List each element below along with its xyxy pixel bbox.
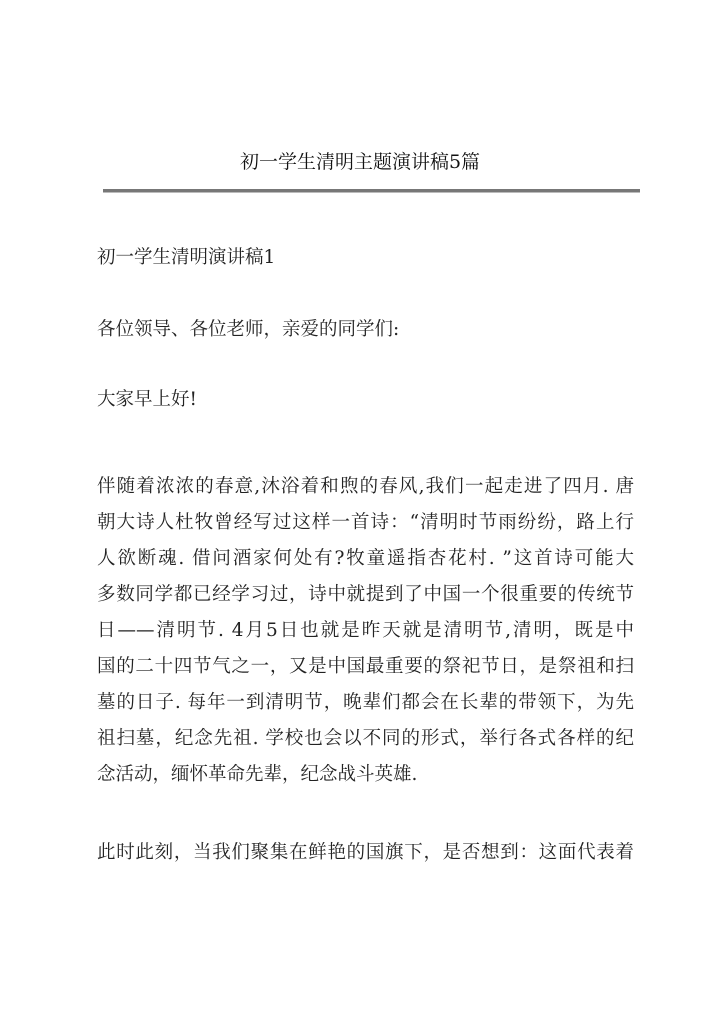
paragraph-line: 人欲断魂. 借问酒家何处有?牧童遥指杏花村. ”这首诗可能大	[97, 548, 634, 569]
paragraph-line: 日——清明节. 4月5日也就是昨天就是清明节,清明，既是中	[97, 620, 634, 641]
paragraph-line: 朝大诗人杜牧曾经写过这样一首诗：“清明时节雨纷纷，路上行	[97, 512, 634, 533]
paragraph-line: 墓的日子. 每年一到清明节，晚辈们都会在长辈的带领下，为先	[97, 692, 634, 713]
paragraph-line: 此时此刻，当我们聚集在鲜艳的国旗下，是否想到：这面代表着	[97, 842, 634, 863]
paragraph-line: 多数同学都已经学习过，诗中就提到了中国一个很重要的传统节	[97, 584, 634, 605]
greeting: 大家早上好!	[97, 389, 197, 410]
paragraph-line: 念活动，缅怀革命先辈，纪念战斗英雄.	[97, 764, 418, 785]
section-heading: 初一学生清明演讲稿1	[97, 247, 276, 268]
salutation: 各位领导、各位老师，亲爱的同学们:	[97, 319, 400, 340]
paragraph-line: 伴随着浓浓的春意,沐浴着和煦的春风,我们一起走进了四月. 唐	[97, 476, 634, 497]
title-divider	[103, 189, 640, 193]
paragraph-line: 国的二十四节气之一，又是中国最重要的祭祀节日，是祭祖和扫	[97, 656, 634, 677]
paragraph-line: 祖扫墓，纪念先祖. 学校也会以不同的形式，举行各式各样的纪	[97, 728, 634, 749]
document-title: 初一学生清明主题演讲稿5篇	[239, 151, 481, 173]
